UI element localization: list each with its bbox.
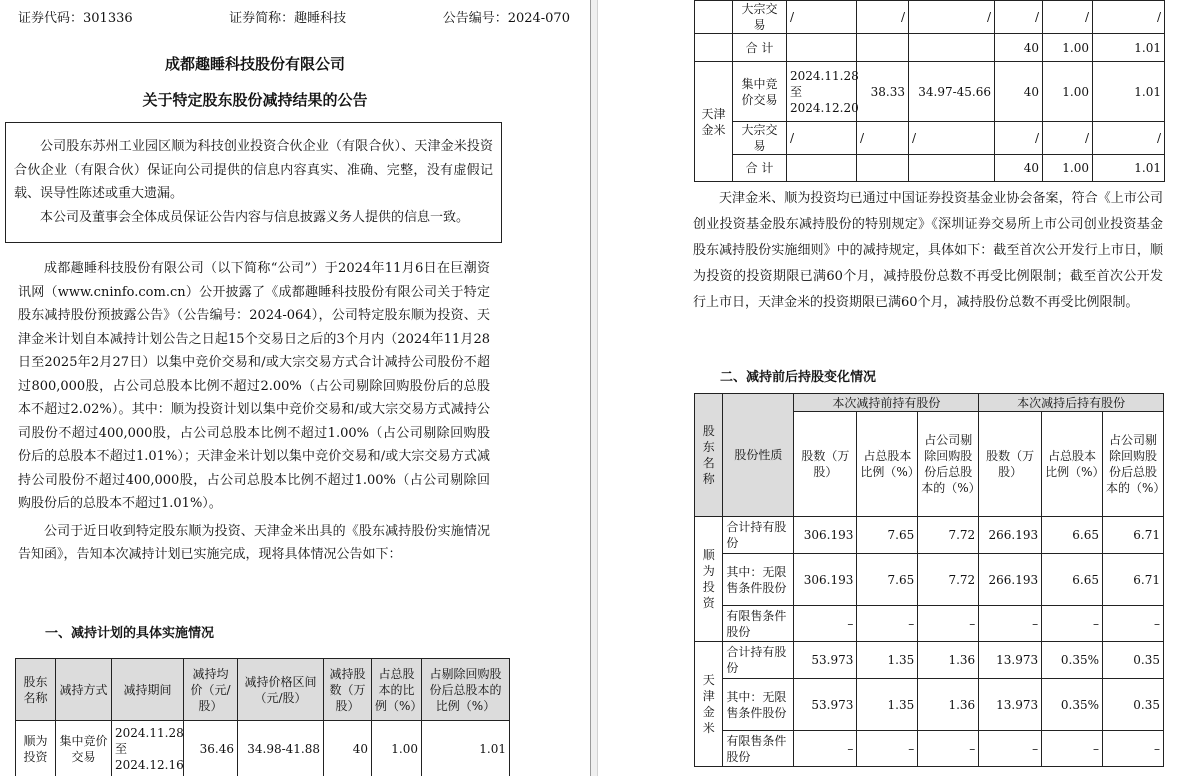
section-heading-1: 一、减持计划的具体实施情况 [45, 626, 215, 641]
cell-ratio2-after: 0.35 [1103, 679, 1164, 731]
cell-holder: 顺为投资 [695, 517, 723, 642]
cell-nature: 有限售条件股份 [723, 731, 794, 767]
th-period: 减持期间 [112, 659, 184, 721]
cell-ratio-before: 7.65 [857, 517, 918, 554]
cell-avg [857, 34, 909, 62]
cell-ratio2-after: 6.71 [1103, 517, 1164, 554]
cell-holder: 天津金米 [695, 642, 723, 767]
body-text [18, 257, 490, 567]
cell-method: 大宗交易 [733, 122, 787, 155]
cell-shares-after: – [979, 731, 1042, 767]
body-text [693, 186, 1163, 316]
cell-ratio-after: 0.35% [1042, 679, 1103, 731]
cell-ratio: 1.00 [1043, 155, 1093, 182]
cell-method: 集中竞价交易 [733, 62, 787, 122]
cell-ratio-after: 6.65 [1042, 554, 1103, 606]
cell-shares-before: 53.973 [794, 642, 857, 679]
cell-method: 合 计 [733, 155, 787, 182]
th-after: 本次减持后持有股份 [979, 394, 1164, 412]
notice-paragraph: 本公司及董事会全体成员保证公告内容与信息披露义务人提供的信息一致。 [40, 209, 470, 225]
cell-ratio2: / [1093, 122, 1165, 155]
holding-change-table [694, 393, 1164, 767]
cell-avg: 38.33 [857, 62, 909, 122]
cell-ratio: 1.00 [1043, 62, 1093, 122]
cell-ratio2: 1.01 [422, 721, 510, 776]
cell-nature: 其中：无限售条件股份 [723, 554, 794, 606]
th-holder: 股东名称 [16, 659, 56, 721]
cell-shares-after: 13.973 [979, 679, 1042, 731]
cell-ratio-before: 1.35 [857, 679, 918, 731]
cell-period: / [787, 1, 857, 34]
cell-ratio-after: – [1042, 731, 1103, 767]
notice-paragraph: 公司股东苏州工业园区顺为科技创业投资合伙企业（有限合伙）、天津金米投资合伙企业（有限合伙）保证向公司提供的信息内容真实、准确、完整，没有虚假记载、误导性陈述或重大遗漏。 [14, 139, 493, 201]
cell-shares: 40 [324, 721, 372, 776]
page-gutter [590, 0, 598, 776]
cell-ratio-before: – [857, 731, 918, 767]
cell-avg: 36.46 [184, 721, 238, 776]
cell-shares: / [995, 122, 1043, 155]
cell-ratio2: 1.01 [1093, 62, 1165, 122]
cell-period: 2024.11.28至2024.12.16 [112, 721, 184, 776]
cell-holder-continued [695, 34, 733, 62]
cell-ratio-before: 1.35 [857, 642, 918, 679]
th-ratio2-before: 占公司剔除回购股份后总股本的（%） [918, 412, 979, 517]
cell-nature: 合计持有股份 [723, 517, 794, 554]
th-ratio-excl: 占剔除回购股份后总股本的比例（%） [422, 659, 510, 721]
cell-holder: 顺为投资 [16, 721, 56, 776]
body-paragraph: 公司于近日收到特定股东顺为投资、天津金米出具的《股东减持股份实施情况告知函》，告知本次减持计划已实施完成，现将具体情况公告如下： [18, 523, 490, 562]
cell-ratio2: 1.01 [1093, 155, 1165, 182]
guarantee-notice-box [5, 122, 502, 243]
cell-range: / [909, 1, 995, 34]
cell-period [787, 34, 857, 62]
cell-ratio2-before: 1.36 [918, 679, 979, 731]
cell-ratio-after: 6.65 [1042, 517, 1103, 554]
th-avg-price: 减持均价（元/股） [184, 659, 238, 721]
cell-period: 2024.11.28至2024.12.20 [787, 62, 857, 122]
cell-ratio2-before: – [918, 731, 979, 767]
cell-method: 大宗交易 [733, 1, 787, 34]
reduction-table-part2 [694, 0, 1165, 182]
cell-shares: 40 [995, 155, 1043, 182]
cell-method: 集中竞价交易 [56, 721, 112, 776]
cell-shares-after: 266.193 [979, 554, 1042, 606]
th-ratio-after: 占总股本比例（%） [1042, 412, 1103, 517]
reduction-table-part1 [15, 658, 510, 776]
th-before: 本次减持前持有股份 [794, 394, 979, 412]
th-shares-after: 股数（万股） [979, 412, 1042, 517]
th-price-range: 减持价格区间（元/股） [238, 659, 324, 721]
cell-method: 合 计 [733, 34, 787, 62]
stock-code: 证券代码：301336 [18, 11, 133, 26]
cell-shares-before: – [794, 731, 857, 767]
cell-holder: 天津金米 [695, 62, 733, 182]
cell-period [787, 155, 857, 182]
stock-abbr: 证券简称：趣睡科技 [229, 11, 347, 26]
th-shares-before: 股数（万股） [794, 412, 857, 517]
body-paragraph: 成都趣睡科技股份有限公司（以下简称“公司”）于2024年11月6日在巨潮资讯网（www.cninfo.com.cn）公开披露了《成都趣睡科技股份有限公司关于特定股东减持股份预披露公告》（公告编号：2024-064），公司特定股东顺为投资、天津金米计划自本减持计划公告之日起15个交易日之后的3个月内（2024年11月28日至2025年2月27日）以集中竞价交易和/或大宗交易方式合计减持公司股份不超过800,000股，占公司总股本比例不超过2.00%（占公司剔除回购股份后的总股本不超过2.02%）。其中：顺为投资计划以集中竞价交易和/或大宗交易方式减持公司股份不超过400,000股，占公司总股本比例不超过1.00%（占公司剔除回购股份后的总股本不超过1.01%）；天津金米计划以集中竞价交易和/或大宗交易方式减持公司股份不超过400,000股，占公司总股本比例不超过1.00%（占公司剔除回购股份后的总股本不超过1.01%）。 [18, 261, 490, 511]
cell-shares-before: 306.193 [794, 554, 857, 606]
cell-shares-before: – [794, 606, 857, 642]
cell-shares: 40 [995, 34, 1043, 62]
cell-ratio2-before: – [918, 606, 979, 642]
cell-shares: / [995, 1, 1043, 34]
cell-ratio: / [1043, 122, 1093, 155]
right-page [598, 0, 1184, 776]
cell-ratio: 1.00 [1043, 34, 1093, 62]
cell-shares-after: 13.973 [979, 642, 1042, 679]
cell-nature: 有限售条件股份 [723, 606, 794, 642]
page-header [18, 7, 570, 26]
body-paragraph: 天津金米、顺为投资均已通过中国证券投资基金业协会备案，符合《上市公司创业投资基金股东减持股份的特别规定》《深圳证券交易所上市公司创业投资基金股东减持股份实施细则》中的减持规定，具体如下：截至首次公开发行上市日，顺为投资的投资期限已满60个月，减持股份总数不再受比例限制；截至首次公开发行上市日，天津金米的投资期限已满60个月，减持股份总数不再受比例限制。 [693, 191, 1163, 310]
cell-ratio2-after: – [1103, 606, 1164, 642]
th-shares: 减持股数（万股） [324, 659, 372, 721]
cell-shares-before: 306.193 [794, 517, 857, 554]
cell-ratio2-after: 0.35 [1103, 642, 1164, 679]
th-ratio: 占总股本的比例（%） [372, 659, 422, 721]
cell-ratio2: / [1093, 1, 1165, 34]
th-nature: 股份性质 [723, 394, 794, 517]
th-ratio-before: 占总股本比例（%） [857, 412, 918, 517]
cell-range [909, 34, 995, 62]
cell-ratio: / [1043, 1, 1093, 34]
cell-range: / [909, 122, 995, 155]
th-ratio2-after: 占公司剔除回购股份后总股本的（%） [1103, 412, 1164, 517]
cell-range: 34.98-41.88 [238, 721, 324, 776]
cell-ratio2-before: 7.72 [918, 554, 979, 606]
cell-avg: / [857, 1, 909, 34]
th-holder: 股东名称 [695, 394, 723, 517]
cell-shares: 40 [995, 62, 1043, 122]
left-page [0, 0, 590, 776]
announcement-title: 关于特定股东股份减持结果的公告 [142, 91, 368, 109]
cell-ratio2: 1.01 [1093, 34, 1165, 62]
announcement-number: 公告编号：2024-070 [442, 11, 570, 26]
cell-ratio2-after: – [1103, 731, 1164, 767]
cell-shares-after: 266.193 [979, 517, 1042, 554]
th-method: 减持方式 [56, 659, 112, 721]
cell-ratio-after: – [1042, 606, 1103, 642]
cell-ratio2-before: 1.36 [918, 642, 979, 679]
cell-avg: / [857, 122, 909, 155]
cell-period: / [787, 122, 857, 155]
cell-ratio2-after: 6.71 [1103, 554, 1164, 606]
cell-ratio: 1.00 [372, 721, 422, 776]
cell-ratio2-before: 7.72 [918, 517, 979, 554]
section-heading-2: 二、减持前后持股变化情况 [720, 370, 877, 385]
cell-ratio-before: – [857, 606, 918, 642]
cell-shares-after: – [979, 606, 1042, 642]
cell-range [909, 155, 995, 182]
cell-avg [857, 155, 909, 182]
cell-ratio-after: 0.35% [1042, 642, 1103, 679]
company-name: 成都趣睡科技股份有限公司 [164, 55, 345, 73]
cell-range: 34.97-45.66 [909, 62, 995, 122]
cell-nature: 其中：无限售条件股份 [723, 679, 794, 731]
cell-ratio-before: 7.65 [857, 554, 918, 606]
cell-nature: 合计持有股份 [723, 642, 794, 679]
cell-holder-continued [695, 1, 733, 34]
cell-shares-before: 53.973 [794, 679, 857, 731]
